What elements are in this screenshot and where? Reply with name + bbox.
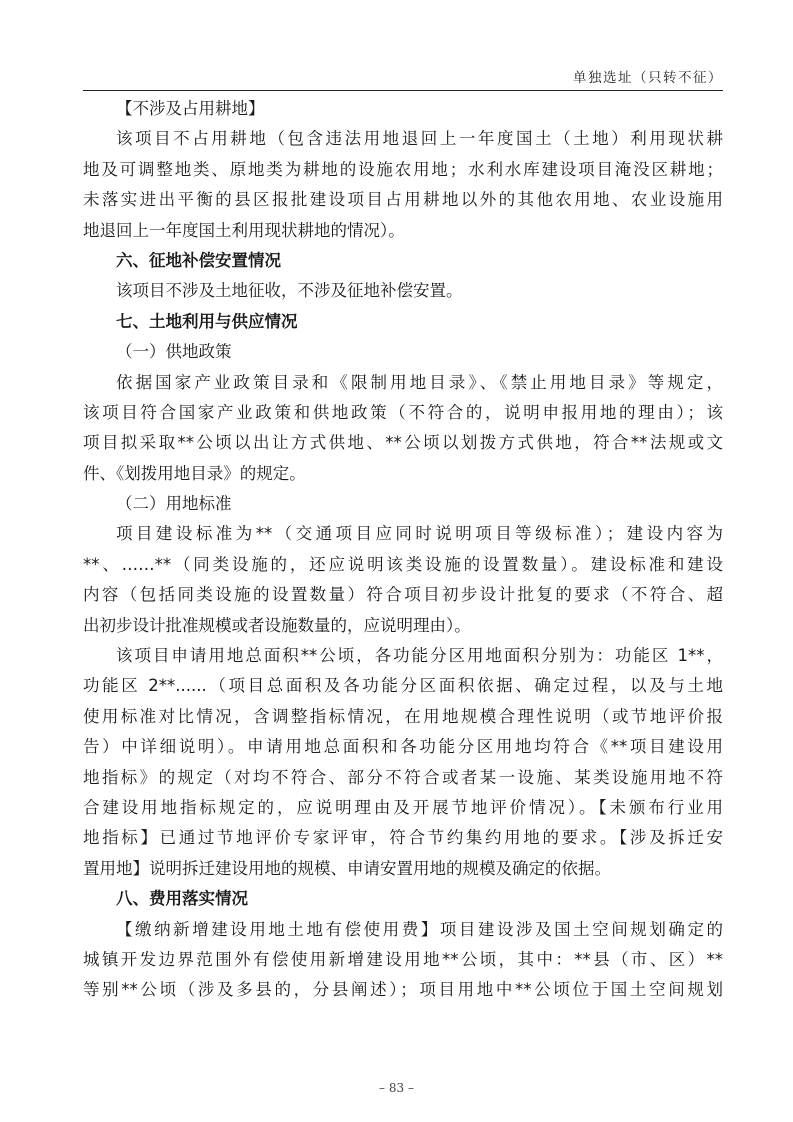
section-heading: 八、费用落实情况 <box>116 889 248 909</box>
page-header <box>83 66 723 91</box>
text-line: 【缴纳新增建设用地土地有偿使用费】项目建设涉及国土空间规划确定的 <box>116 919 723 939</box>
text-line: 置用地】说明拆迁建设用地的规模、申请安置用地的规模及确定的依据。 <box>83 858 611 878</box>
text-line: 地指标】已通过节地评价专家评审，符合节约集约用地的要求。【涉及拆迁安 <box>83 828 723 848</box>
text-line: 该项目符合国家产业政策和供地政策（不符合的，说明申报用地的理由）；该 <box>83 402 723 422</box>
text-line: 依据国家产业政策目录和《限制用地目录》、《禁止用地目录》等规定， <box>116 372 723 392</box>
section-heading: 六、征地补偿安置情况 <box>116 250 281 270</box>
text-line: 城镇开发边界范围外有偿使用新增建设用地**公顷，其中：**县（市、区）** <box>83 949 723 969</box>
text-line: 地退回上一年度国土利用现状耕地的情况）。 <box>83 220 405 240</box>
text-line: 该项目不占用耕地（包含违法用地退回上一年度国土（土地）利用现状耕 <box>116 129 723 149</box>
page-number: – 83 – <box>379 1081 414 1095</box>
text-line: （二）用地标准 <box>116 494 232 514</box>
text-line: 项目拟采取**公顷以出让方式供地、**公顷以划拨方式供地，符合**法规或文 <box>83 433 723 453</box>
text-line: 【不涉及占用耕地】 <box>116 99 265 118</box>
document-body <box>83 94 723 1006</box>
text-line: 使用标准对比情况，含调整指标情况，在用地规模合理性说明（或节地评价报 <box>83 706 723 726</box>
text-line: 该项目不涉及土地征收，不涉及征地补偿安置。 <box>116 281 463 301</box>
text-line: 项目建设标准为**（交通项目应同时说明项目等级标准）；建设内容为 <box>116 524 723 544</box>
text-line: 件、《划拨用地目录》的规定。 <box>83 463 306 483</box>
text-line: 地及可调整地类、原地类为耕地的设施农用地；水利水库建设项目淹没区耕地； <box>83 159 723 179</box>
text-line: 该项目申请用地总面积**公顷，各功能分区用地面积分别为：功能区 1**， <box>116 646 723 666</box>
text-line: 内容（包括同类设施的设置数量）符合项目初步设计批复的要求（不符合、超 <box>83 585 723 605</box>
text-line: 合建设用地指标规定的，应说明理由及开展节地评价情况）。【未颁布行业用 <box>83 797 723 817</box>
text-line: 告）中详细说明）。申请用地总面积和各功能分区用地均符合《**项目建设用 <box>83 737 723 757</box>
header-title: 单独选址（只转不征） <box>573 70 723 86</box>
text-line: **、……**（同类设施的，还应说明该类设施的设置数量）。建设标准和建设 <box>83 554 723 574</box>
text-line: 功能区 2**......（项目总面积及各功能分区面积依据、确定过程，以及与土地 <box>83 676 723 696</box>
text-line: 等别**公顷（涉及多县的，分县阐述）；项目用地中**公顷位于国土空间规划 <box>83 980 723 1000</box>
section-heading: 七、土地利用与供应情况 <box>116 311 298 331</box>
text-line: 出初步设计批准规模或者设施数量的，应说明理由）。 <box>83 615 471 635</box>
text-line: 未落实进出平衡的县区报批建设项目占用耕地以外的其他农用地、农业设施用 <box>83 190 723 210</box>
text-line: 地指标》的规定（对均不符合、部分不符合或者某一设施、某类设施用地不符 <box>83 767 723 787</box>
text-line: （一）供地政策 <box>116 342 232 362</box>
